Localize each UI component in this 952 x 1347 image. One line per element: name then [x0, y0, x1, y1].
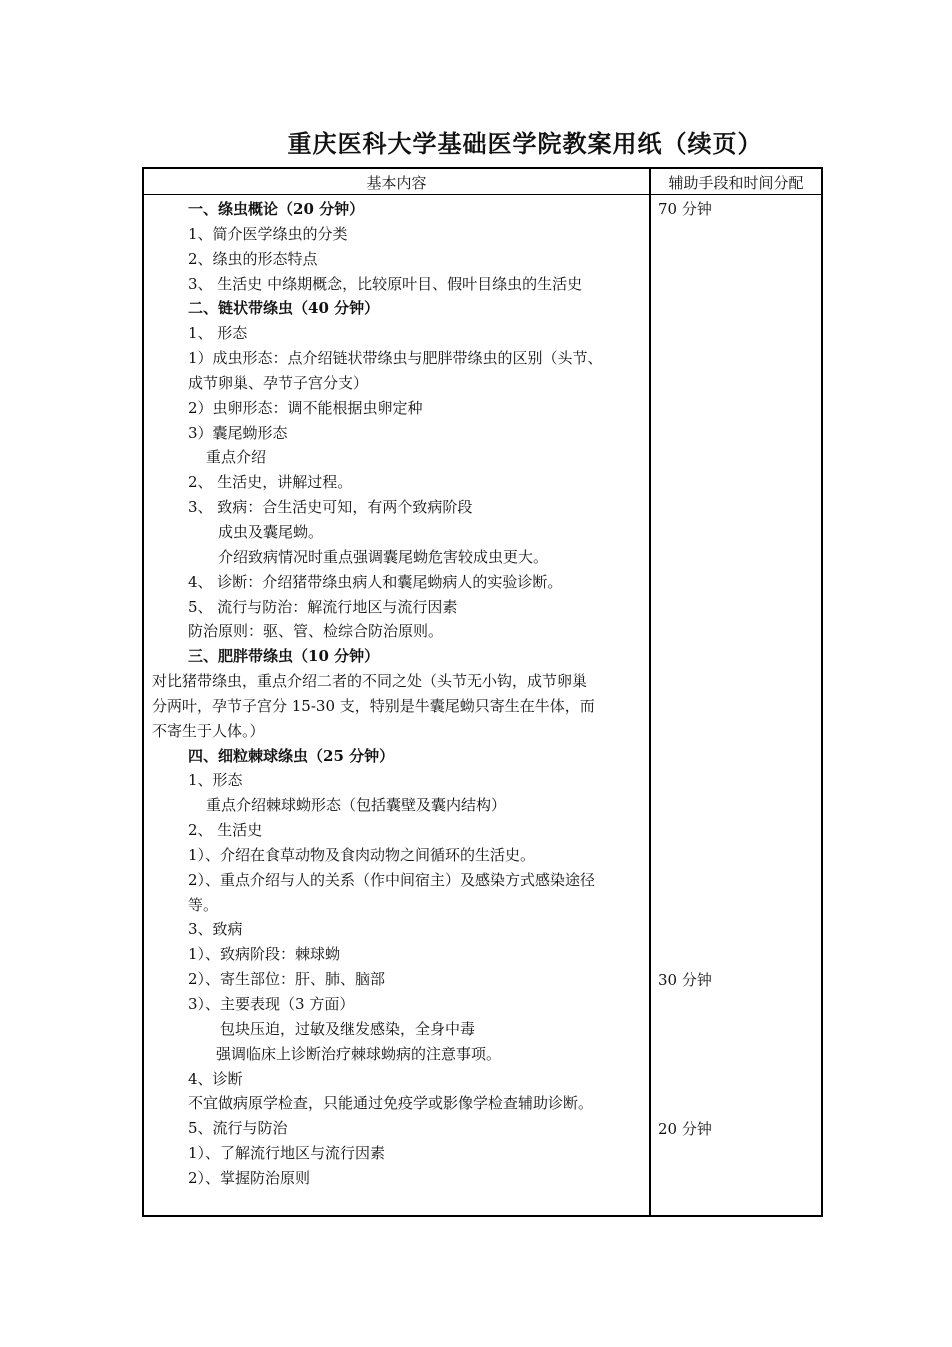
table-header-row — [144, 169, 821, 195]
content-line: 对比猪带绦虫，重点介绍二者的不同之处（头节无小钩，成节卵巢 — [152, 672, 588, 691]
content-line: 1、 形态 — [188, 324, 248, 343]
lesson-plan-table — [142, 167, 823, 1217]
content-line: 等。 — [188, 895, 219, 914]
content-line: 3）、主要表现（3 方面） — [188, 995, 355, 1013]
header-basic-content: 基本内容 — [366, 174, 427, 192]
header-aids-time: 辅助手段和时间分配 — [668, 174, 804, 192]
content-line: 1、简介医学绦虫的分类 — [188, 224, 348, 243]
content-line: 2、绦虫的形态特点 — [188, 249, 318, 268]
content-line: 3、致病 — [188, 920, 243, 939]
content-line: 3、 生活史 中绦期概念，比较原叶目、假叶目绦虫的生活史 — [188, 274, 583, 293]
content-line: 1）、了解流行地区与流行因素 — [188, 1144, 386, 1163]
content-line: 2）、寄生部位：肝、肺、脑部 — [188, 970, 386, 989]
time-note-70: 70 分钟 — [658, 200, 712, 218]
content-line: 1）成虫形态：点介绍链状带绦虫与肥胖带绦虫的区别（头节、 — [188, 349, 603, 368]
section-heading: 二、链状带绦虫（40 分钟） — [188, 299, 380, 318]
content-line: 2）、重点介绍与人的关系（作中间宿主）及感染方式感染途径 — [188, 870, 596, 889]
section-heading: 一、绦虫概论（20 分钟） — [188, 200, 365, 218]
content-line: 1）、致病阶段：棘球蚴 — [188, 945, 341, 964]
time-note-20: 20 分钟 — [658, 1120, 712, 1138]
content-line: 防治原则：驱、管、检综合防治原则。 — [188, 622, 444, 641]
time-note-30: 30 分钟 — [658, 971, 712, 989]
section-heading: 四、细粒棘球绦虫（25 分钟） — [188, 746, 395, 765]
content-line: 1、形态 — [188, 771, 243, 790]
content-line: 重点介绍棘球蚴形态（包括囊壁及囊内结构） — [206, 796, 507, 815]
content-line: 成虫及囊尾蚴。 — [218, 522, 324, 541]
content-line: 成节卵巢、孕节子宫分支） — [188, 373, 369, 392]
content-line: 1）、介绍在食草动物及食肉动物之间循环的生活史。 — [188, 845, 536, 864]
basic-content-column — [152, 197, 647, 1191]
content-line: 3）囊尾蚴形态 — [188, 423, 288, 442]
content-line: 2、 生活史 — [188, 821, 263, 840]
content-line: 2）、掌握防治原则 — [188, 1168, 311, 1187]
column-divider — [649, 169, 651, 1215]
page-title: 重庆医科大学基础医学院教案用纸（续页） — [287, 129, 763, 158]
content-line: 不宜做病原学检查，只能通过免疫学或影像学检查辅助诊断。 — [188, 1094, 594, 1113]
content-line: 2、 生活史，讲解过程。 — [188, 473, 353, 492]
content-line: 5、流行与防治 — [188, 1119, 288, 1138]
content-line: 不寄生于人体。） — [152, 721, 265, 740]
content-line: 介绍致病情况时重点强调囊尾蚴危害较成虫更大。 — [218, 547, 549, 566]
content-line: 分两叶，孕节子宫分 15-30 支，特别是牛囊尾蚴只寄生在牛体，而 — [152, 696, 595, 715]
content-line: 重点介绍 — [206, 448, 267, 467]
section-heading: 三、肥胖带绦虫（10 分钟） — [188, 647, 380, 666]
content-line: 4、 诊断：介绍猪带绦虫病人和囊尾蚴病人的实验诊断。 — [188, 572, 563, 591]
content-line: 2）虫卵形态：调不能根据虫卵定种 — [188, 398, 423, 417]
content-line: 强调临床上诊断治疗棘球蚴病的注意事项。 — [216, 1044, 502, 1063]
content-line: 5、 流行与防治：解流行地区与流行因素 — [188, 597, 458, 616]
content-line: 4、诊断 — [188, 1069, 243, 1088]
content-line: 包块压迫，过敏及继发感染，全身中毒 — [220, 1019, 476, 1038]
content-line: 3、 致病：合生活史可知，有两个致病阶段 — [188, 498, 473, 517]
